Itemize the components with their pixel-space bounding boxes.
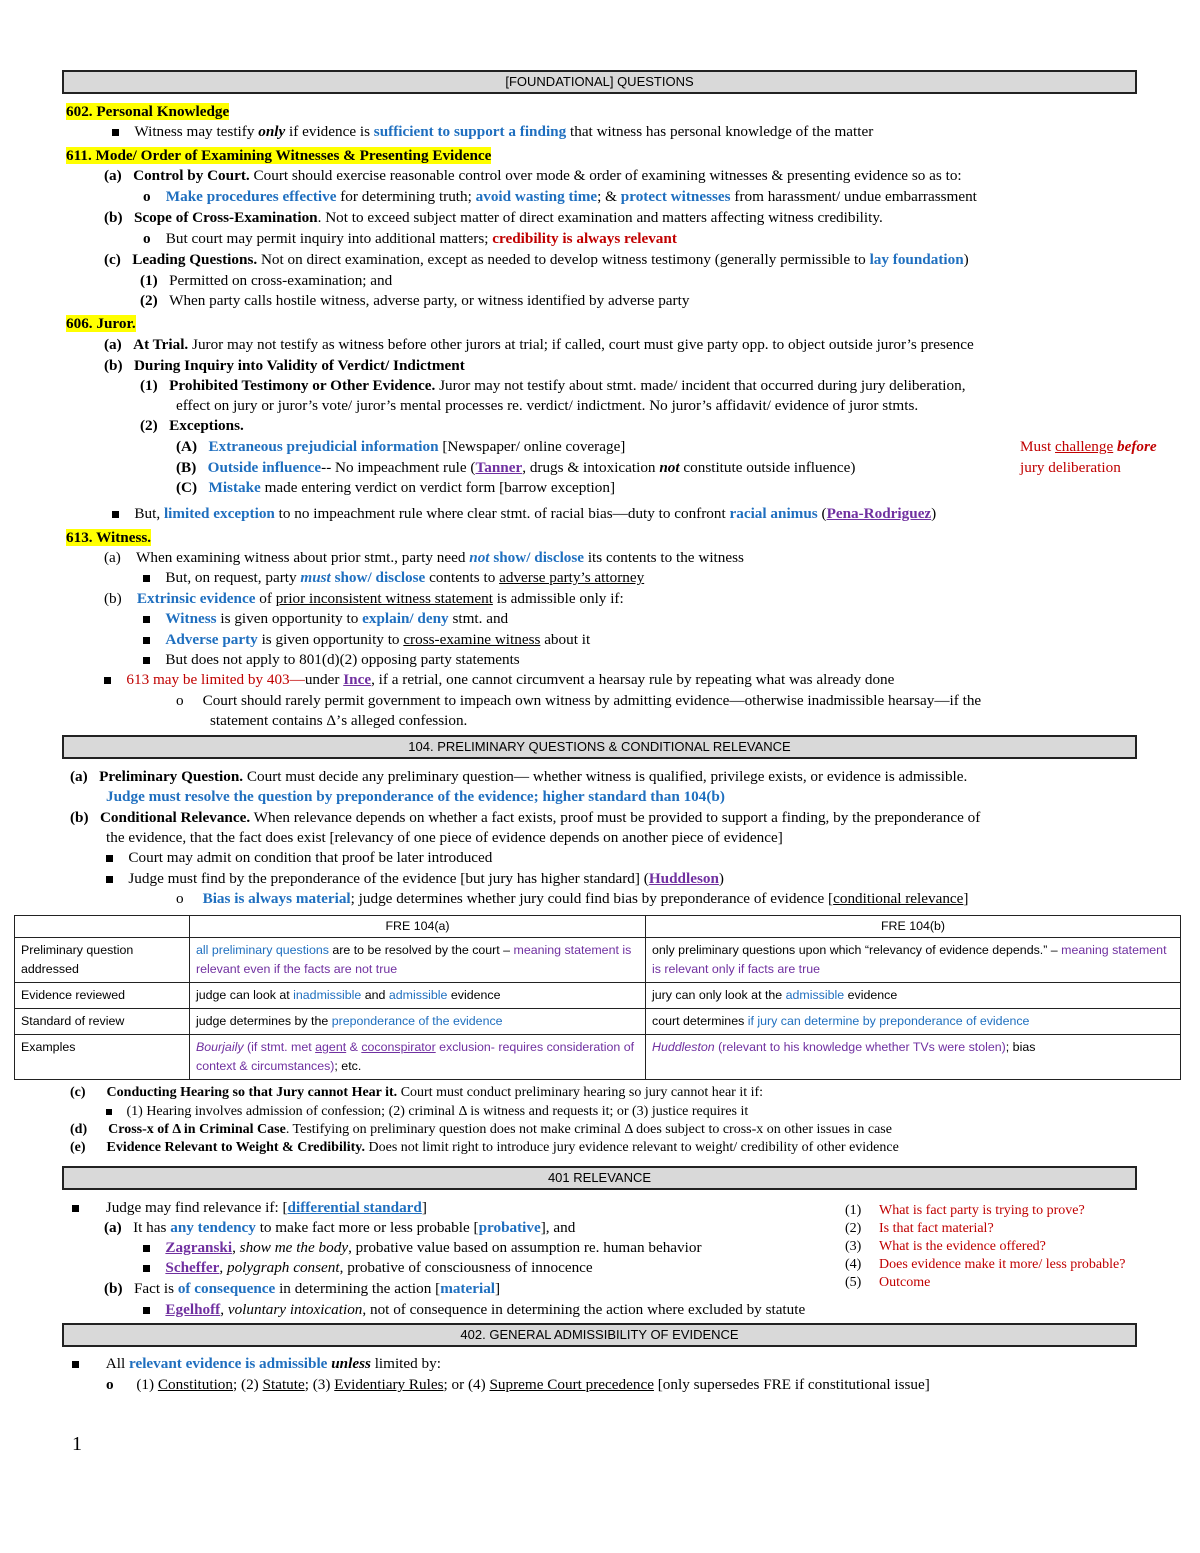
table-row <box>15 938 1181 983</box>
row-label: Standard of review <box>15 1009 190 1035</box>
table-header-row <box>15 916 1181 938</box>
rule-613-b-3: But does not apply to 801(d)(2) opposing party statements <box>143 650 520 669</box>
rule-613-heading: 613. Witness. <box>66 529 152 546</box>
rule-606-a: (a) At Trial. Juror may not testify as witness before other jurors at trial; if called, court must give party opp. to object outside juror’s presence <box>104 336 974 353</box>
table-header-cell: FRE 104(b) <box>646 916 1181 938</box>
bullet-icon <box>143 637 150 644</box>
side-question-2: (2) Is that fact material? <box>845 1221 994 1236</box>
section-header-foundational: [FOUNDATIONAL] QUESTIONS <box>62 70 1137 94</box>
rule-613-limit: 613 may be limited by 403—under Ince, if a retrial, one cannot circumvent a hearsay rule by repeating what was already done <box>104 670 894 689</box>
rule-606-b-1-cont: effect on jury or juror’s vote/ juror’s mental processes re. verdict/ indictment. No juror’s affidavit/ evidence of juror stmts. <box>176 397 919 414</box>
bullet-icon <box>106 1109 112 1115</box>
rule-401-b-1: Egelhoff, voluntary intoxication, not of consequence in determining the action where excluded by statute <box>143 1300 805 1319</box>
rule-606-exception-b: (B) Outside influence-- No impeachment rule (Tanner, drugs & intoxication not constitute outside influence) <box>176 459 856 476</box>
rule-611-heading: 611. Mode/ Order of Examining Witnesses & Presenting Evidence <box>66 147 492 164</box>
bullet-icon <box>143 1245 150 1252</box>
rule-104-d: (d) Cross-x of Δ in Criminal Case. Testifying on preliminary question does not make criminal Δ does subject to cross-x on other issues in case <box>70 1122 892 1137</box>
side-question-4: (4) Does evidence make it more/ less probable? <box>845 1257 1126 1272</box>
side-question-1: (1) What is fact party is trying to prove? <box>845 1203 1085 1218</box>
rule-104-e: (e) Evidence Relevant to Weight & Credibility. Does not limit right to introduce jury evidence relevant to weight/ credibility of other evidence <box>70 1140 899 1155</box>
rule-402-limits: o (1) Constitution; (2) Statute; (3) Evidentiary Rules; or (4) Supreme Court precedence [only supersedes FRE if constitutional issue] <box>106 1376 930 1393</box>
rule-606-exception-a: (A) Extraneous prejudicial information [Newspaper/ online coverage] <box>176 438 626 455</box>
row-label: Evidence reviewed <box>15 983 190 1009</box>
rule-401-intro: Judge may find relevance if: [differential standard] <box>72 1198 427 1217</box>
table-header-cell <box>15 916 190 938</box>
rule-606-exception-c: (C) Mistake made entering verdict on verdict form [barrow exception] <box>176 479 616 496</box>
bullet-icon <box>143 1265 150 1272</box>
bullet-icon <box>112 511 119 518</box>
bullet-icon <box>143 575 150 582</box>
bullet-icon <box>72 1361 79 1368</box>
section-header-admissibility: 402. GENERAL ADMISSIBILITY OF EVIDENCE <box>62 1323 1137 1347</box>
rule-602-heading: 602. Personal Knowledge <box>66 103 230 120</box>
bullet-icon <box>143 657 150 664</box>
bullet-icon <box>112 129 119 136</box>
rule-611-a-sub: o Make procedures effective for determining truth; avoid wasting time; & protect witnesses from harassment/ undue embarrassment <box>143 188 977 205</box>
rule-104-b-2-sub: o Bias is always material; judge determines whether jury could find bias by preponderance of evidence [conditional relevance] <box>176 890 969 907</box>
side-question-3: (3) What is the evidence offered? <box>845 1239 1046 1254</box>
page-number: 1 <box>72 1433 82 1455</box>
side-question-5: (5) Outcome <box>845 1275 931 1290</box>
rule-606-racial-exception: But, limited exception to no impeachment rule where clear stmt. of racial bias—duty to confront racial animus (Pena-Rodriguez) <box>112 504 936 523</box>
section-header-preliminary: 104. PRELIMINARY QUESTIONS & CONDITIONAL RELEVANCE <box>62 735 1137 759</box>
rule-401-a-2: Scheffer, polygraph consent, probative of consciousness of innocence <box>143 1258 593 1277</box>
rule-104-b-1: Court may admit on condition that proof be later introduced <box>106 848 492 867</box>
table-header-cell: FRE 104(a) <box>190 916 646 938</box>
bullet-icon <box>104 677 111 684</box>
rule-613-a: (a) When examining witness about prior stmt., party need not show/ disclose its contents to the witness <box>104 549 744 566</box>
bullet-icon <box>72 1205 79 1212</box>
table-cell: judge determines by the preponderance of the evidence <box>190 1009 646 1035</box>
rule-606-b-2: (2) Exceptions. <box>140 417 244 434</box>
side-note-line1: Must challenge before <box>1020 438 1157 455</box>
bullet-icon <box>106 855 113 862</box>
table-row <box>15 1009 1181 1035</box>
rule-402-intro: All relevant evidence is admissible unless limited by: <box>72 1354 441 1373</box>
rule-611-c-2: (2) When party calls hostile witness, adverse party, or witness identified by adverse party <box>140 292 690 309</box>
table-cell: Bourjaily (if stmt. met agent & coconspirator exclusion- requires consideration of context & circumstances); etc. <box>190 1035 646 1080</box>
rule-401-a-1: Zagranski, show me the body, probative value based on assumption re. human behavior <box>143 1238 702 1257</box>
bullet-icon <box>143 1307 150 1314</box>
section-header-relevance: 401 RELEVANCE <box>62 1166 1137 1190</box>
fre-104-comparison-table <box>14 915 1181 1080</box>
rule-606-heading: 606. Juror. <box>66 315 136 332</box>
rule-613-a-sub: But, on request, party must show/ disclose contents to adverse party’s attorney <box>143 568 644 587</box>
table-cell: court determines if jury can determine by preponderance of evidence <box>646 1009 1181 1035</box>
rule-611-a: (a) Control by Court. Court should exercise reasonable control over mode & order of examining witnesses & presenting evidence so as to: <box>104 167 962 184</box>
rule-104-c-list: (1) Hearing involves admission of confession; (2) criminal Δ is witness and requests it; or (3) justice requires it <box>106 1102 748 1121</box>
rule-104-a-standard: Judge must resolve the question by preponderance of the evidence; higher standard than 104(b) <box>106 788 725 805</box>
rule-104-c: (c) Conducting Hearing so that Jury cannot Hear it. Court must conduct preliminary hearing so jury cannot hear it if: <box>70 1085 764 1100</box>
rule-611-b-sub: o But court may permit inquiry into additional matters; credibility is always relevant <box>143 230 677 247</box>
table-cell: judge can look at inadmissible and admissible evidence <box>190 983 646 1009</box>
rule-613-b: (b) Extrinsic evidence of prior inconsistent witness statement is admissible only if: <box>104 590 624 607</box>
table-row <box>15 1035 1181 1080</box>
rule-401-b: (b) Fact is of consequence in determining the action [material] <box>104 1280 501 1297</box>
rule-606-b-1: (1) Prohibited Testimony or Other Evidence. Juror may not testify about stmt. made/ incident that occurred during jury deliberation, <box>140 377 966 394</box>
rule-104-b: (b) Conditional Relevance. When relevance depends on whether a fact exists, proof must be provided to support a finding, by the preponderance of <box>70 809 981 826</box>
table-cell: jury can only look at the admissible evidence <box>646 983 1181 1009</box>
side-note-line2: jury deliberation <box>1020 459 1121 476</box>
rule-606-b: (b) During Inquiry into Validity of Verdict/ Indictment <box>104 357 465 374</box>
table-cell: all preliminary questions are to be resolved by the court – meaning statement is relevant even if the facts are not true <box>190 938 646 983</box>
table-cell: Huddleston (relevant to his knowledge whether TVs were stolen); bias <box>646 1035 1181 1080</box>
rule-611-b: (b) Scope of Cross-Examination. Not to exceed subject matter of direct examination and matters affecting witness credibility. <box>104 209 883 226</box>
rule-104-b-2: Judge must find by the preponderance of the evidence [but jury has higher standard] (Huddleson) <box>106 869 724 888</box>
rule-401-a: (a) It has any tendency to make fact more or less probable [probative], and <box>104 1219 576 1236</box>
row-label: Preliminary question addressed <box>15 938 190 983</box>
rule-104-a: (a) Preliminary Question. Court must decide any preliminary question— whether witness is qualified, privilege exists, or evidence is admissible. <box>70 768 968 785</box>
rule-602-item: Witness may testify only if evidence is sufficient to support a finding that witness has personal knowledge of the matter <box>112 122 873 141</box>
table-row <box>15 983 1181 1009</box>
rule-613-limit-sub: o Court should rarely permit government to impeach own witness by admitting evidence—otherwise inadmissible hearsay—if the <box>176 692 982 709</box>
row-label: Examples <box>15 1035 190 1080</box>
rule-613-limit-sub-cont: statement contains Δ’s alleged confession. <box>210 712 468 729</box>
rule-613-b-2: Adverse party is given opportunity to cross-examine witness about it <box>143 630 590 649</box>
rule-611-c-1: (1) Permitted on cross-examination; and <box>140 272 393 289</box>
rule-104-b-cont: the evidence, that the fact does exist [relevancy of one piece of evidence depends on another piece of evidence] <box>106 829 783 846</box>
rule-613-b-1: Witness is given opportunity to explain/ deny stmt. and <box>143 609 508 628</box>
rule-611-c: (c) Leading Questions. Not on direct examination, except as needed to develop witness testimony (generally permissible to lay foundation) <box>104 251 969 268</box>
table-cell: only preliminary questions upon which “relevancy of evidence depends.” – meaning statement is relevant only if facts are true <box>646 938 1181 983</box>
bullet-icon <box>106 876 113 883</box>
bullet-icon <box>143 616 150 623</box>
